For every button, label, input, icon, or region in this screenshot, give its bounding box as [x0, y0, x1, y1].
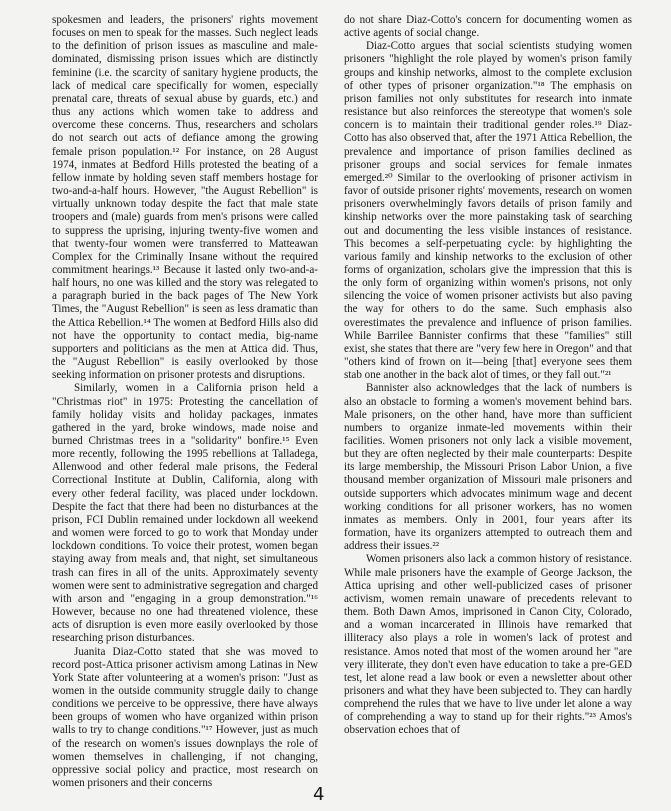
- right-paragraph-3: Bannister also acknowledges that the lack of numbers is also an obstacle to forming a women's movement behind bars. Male prisoners, on the other hand, have more than sufficient numbers to organize inmate-led movements within their facilities. Women prisoners not only lack a visible movement, but they are often neglected by their male counterparts: Despite its large membership, the Missouri Prison Labor Union, a five thousand member organization of Missouri male prisoners and outside supporters which advocates minimum wage and decent working conditions for all prisoner workers, has no women inmates as members. Only in 2001, four years after its formation, have its organizers attempted to outreach them and address their issues.²²: [344, 382, 632, 553]
- right-paragraph-1: do not share Diaz-Cotto's concern for documenting women as active agents of social change.: [344, 14, 632, 40]
- right-paragraph-2: Diaz-Cotto argues that social scientists studying women prisoners "highlight the role played by women's prison family groups and kinship networks, almost to the complete exclusion of other types of prisoner organization."¹⁸ The emphasis on prison families not only substitutes for research into inmate resistance but also reinforces the stereotype that women's sole concern is to maintain their traditional gender roles.¹⁹ Diaz-Cotto has also observed that, after the 1971 Attica Rebellion, the prevalence and importance of prison families declined as prisoner groups and social services for female inmates emerged.²⁰ Similar to the overlooking of prisoner activism in favor of outside prisoner rights' movements, research on women prisoners overwhelmingly favors details of prison family and kinship networks over the more painstaking task of searching out and documenting the less visible instances of resistance. This becomes a self-perpetuating cycle: by highlighting the various family and kinship networks to the exclusion of other forms of organization, scholars give the impression that this is the only form of organizing within women's prisons, not only silencing the voice of women prisoner activists but also paving the way for others to do the same. Such emphasis also overestimates the prevalence and influence of prison families. While Barrilee Bannister confirms that these "families" still exist, she states that there are "very few here in Oregon" and that "others kind of frown on it—being [that] everyone sees them stab one another in the back alot of times, or they fall out."²¹: [344, 40, 632, 382]
- left-paragraph-2: Similarly, women in a California prison held a "Christmas riot" in 1975: Protesting the cancellation of family holiday visits and holiday packages, inmates gathered in the yard, broke windows, made noise and burned Christmas trees in a "solidarity" bonfire.¹⁵ Even more recently, following the 1995 rebellions at Talladega, Allenwood and other federal male prisons, the Federal Correctional Institute at Dublin, California, along with every other federal facility, was placed under lockdown. Despite the fact that there had been no disturbances at the prison, FCI Dublin remained under lockdown all weekend and women were forced to go to work that Monday under lockdown conditions. To voice their protest, women began staying away from meals and, that night, set simultaneous trash can fires in all of the units. Approximately seventy women were sent to administrative segregation and charged with arson and "engaging in a group demonstration."¹⁶ However, because no one had threatened violence, these acts of disruption is even more easily overlooked by those researching prison disturbances.: [52, 382, 318, 645]
- right-column: [344, 14, 632, 738]
- left-column: [52, 14, 318, 790]
- right-paragraph-4: Women prisoners also lack a common history of resistance. While male prisoners have the example of George Jackson, the Attica uprising and other well-publicized cases of prisoner activism, women remain unaware of precedents relevant to them. Both Dawn Amos, imprisoned in Canon City, Colorado, and a woman incarcerated in Illinois have remarked that illiteracy also plays a role in women's lack of protest and resistance. Amos noted that most of the women around her "are very illiterate, they don't even have education to take a pre-GED test, let alone read a law book or even a newsletter about other prisoners and what they have been subjected to. They can hardly comprehend the rules that we have to live under let alone a way of comprehending a way to stand up for their rights."²³ Amos's observation echoes that of: [344, 553, 632, 737]
- left-paragraph-1: spokesmen and leaders, the prisoners' rights movement focuses on men to speak for the masses. Such neglect leads to the definition of prison issues as masculine and male-dominated, dismissing prison issues which are distinctly feminine (i.e. the scarcity of sanitary hygiene products, the lack of medical care specifically for women, especially prenatal care, threats of sexual abuse by guards, etc.) and thus any actions which women take to address and overcome these concerns. Thus, researchers and scholars do not search out acts of defiance among the growing female prison population.¹² For instance, on 28 August 1974, inmates at Bedford Hills protested the beating of a fellow inmate by holding seven staff members hostage for two-and-a-half hours. However, "the August Rebellion" is virtually unknown today despite the fact that male state troopers and (male) guards from men's prisons were called to suppress the uprising, injuring twenty-five women and that twenty-four women were transferred to Matteawan Complex for the Criminally Insane without the required commitment hearings.¹³ Because it lasted only two-and-a-half hours, no one was killed and the story was relegated to a paragraph buried in the back pages of The New York Times, the "August Rebellion" is seen as less dramatic than the Attica Rebellion.¹⁴ The women at Bedford Hills also did not have the opportunity to contact media, big-name supporters and politicians as the men at Attica did. Thus, the "August Rebellion" is easily overlooked by those seeking information on prisoner protests and disruptions.: [52, 14, 318, 382]
- left-paragraph-3: Juanita Diaz-Cotto stated that she was moved to record post-Attica prisoner activism among Latinas in New York State after volunteering at a women's prison: "Just as women in the outside community struggle daily to change conditions we perceive to be oppressive, there have always been groups of women who have organized within prison walls to try to change conditions."¹⁷ However, just as much of the research on women's issues downplays the role of women themselves in challenging, if not changing, oppressive social policy and practice, most research on women prisoners and their concerns: [52, 645, 318, 790]
- page-number: 4: [313, 784, 325, 805]
